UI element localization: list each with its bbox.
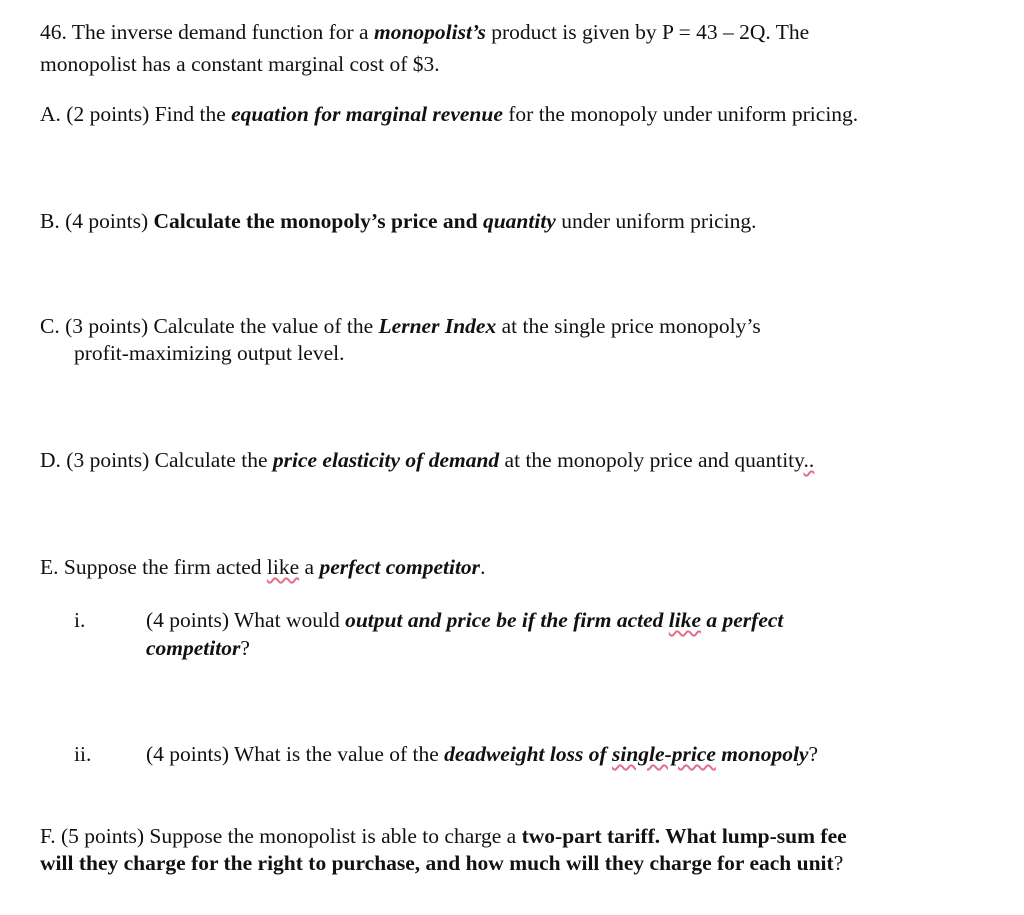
part-b-text-2: under uniform pricing.	[561, 209, 757, 233]
part-f-line-2	[40, 849, 843, 877]
part-e-text-2: a	[304, 555, 315, 579]
part-c-line-2	[40, 339, 344, 367]
question-intro-line-2	[40, 50, 440, 78]
part-e-label: E.	[40, 555, 59, 579]
part-f-label: F.	[40, 824, 56, 848]
part-d-label: D.	[40, 448, 61, 472]
question-number: 46.	[40, 20, 67, 44]
part-e-ii-bold-2: monopoly	[721, 742, 809, 766]
part-f-bold-2: will they charge for the right to purchase, and how much will they charge for each unit	[40, 851, 834, 875]
part-a	[40, 100, 858, 128]
part-e-i	[146, 606, 783, 634]
intro-bold: monopolist’s	[373, 20, 486, 44]
part-e-ii-text-1: What is the value of the	[234, 742, 439, 766]
part-a-text-2: for the monopoly under uniform pricing.	[508, 102, 859, 126]
part-e-i-line-2	[146, 634, 250, 662]
part-d	[40, 446, 814, 474]
part-e-ii-bold-1: deadweight loss of	[444, 742, 607, 766]
part-e-like: like	[266, 555, 300, 579]
part-f-end: ?	[833, 851, 844, 875]
part-e-i-bold-2: a perfect	[706, 608, 784, 632]
part-e-i-end: ?	[240, 636, 250, 660]
part-e-text-1: Suppose the firm acted	[63, 555, 262, 579]
part-e-bold: perfect competitor	[319, 555, 481, 579]
part-b-bold-italic: quantity	[482, 209, 556, 233]
intro-text-2: product is given by P = 43 – 2Q. The	[491, 20, 810, 44]
part-e-ii-squiggle: single-price	[612, 742, 716, 766]
part-f-points: (5 points)	[61, 824, 145, 848]
part-a-points: (2 points)	[66, 102, 150, 126]
question-intro	[40, 18, 809, 46]
part-e-ii	[146, 740, 818, 768]
part-e-i-points: (4 points)	[146, 608, 230, 632]
intro-text-3: monopolist has a constant marginal cost of $3.	[40, 52, 440, 76]
part-b-bold: Calculate the monopoly’s price and	[153, 209, 478, 233]
part-b-points: (4 points)	[65, 209, 149, 233]
part-d-bold: price elasticity of demand	[272, 448, 500, 472]
part-e	[40, 553, 485, 581]
part-e-ii-end: ?	[808, 742, 819, 766]
part-e-i-bold-1: output and price be if the firm acted	[345, 608, 664, 632]
part-b-label: B.	[40, 209, 60, 233]
part-f-text-1: Suppose the monopolist is able to charge a	[149, 824, 517, 848]
intro-text-1: The inverse demand function for a	[71, 20, 369, 44]
part-e-ii-points: (4 points)	[146, 742, 230, 766]
part-c-text-3: profit-maximizing output level.	[74, 341, 345, 365]
part-f-bold-1: two-part tariff. What lump-sum fee	[521, 824, 847, 848]
part-c	[40, 312, 761, 340]
part-d-text-1: Calculate the	[154, 448, 268, 472]
part-c-bold: Lerner Index	[378, 314, 497, 338]
part-c-points: (3 points)	[65, 314, 149, 338]
part-a-text-1: Find the	[154, 102, 226, 126]
part-e-i-like: like	[668, 608, 702, 632]
part-e-i-bold-3: competitor	[146, 636, 241, 660]
part-c-text-2: at the single price monopoly’s	[501, 314, 761, 338]
part-e-i-label: i.	[74, 608, 86, 632]
part-a-bold: equation for marginal revenue	[231, 102, 503, 126]
part-c-text-1: Calculate the value of the	[153, 314, 374, 338]
part-c-label: C.	[40, 314, 60, 338]
part-d-squiggle-text: quantity..	[734, 448, 815, 472]
part-b	[40, 207, 756, 235]
part-e-ii-label: ii.	[74, 742, 92, 766]
part-e-end: .	[480, 555, 486, 579]
part-f	[40, 822, 847, 850]
part-a-label: A.	[40, 102, 61, 126]
part-e-i-text-1: What would	[234, 608, 340, 632]
part-d-points: (3 points)	[66, 448, 150, 472]
part-d-text-2: at the monopoly price and	[504, 448, 730, 472]
